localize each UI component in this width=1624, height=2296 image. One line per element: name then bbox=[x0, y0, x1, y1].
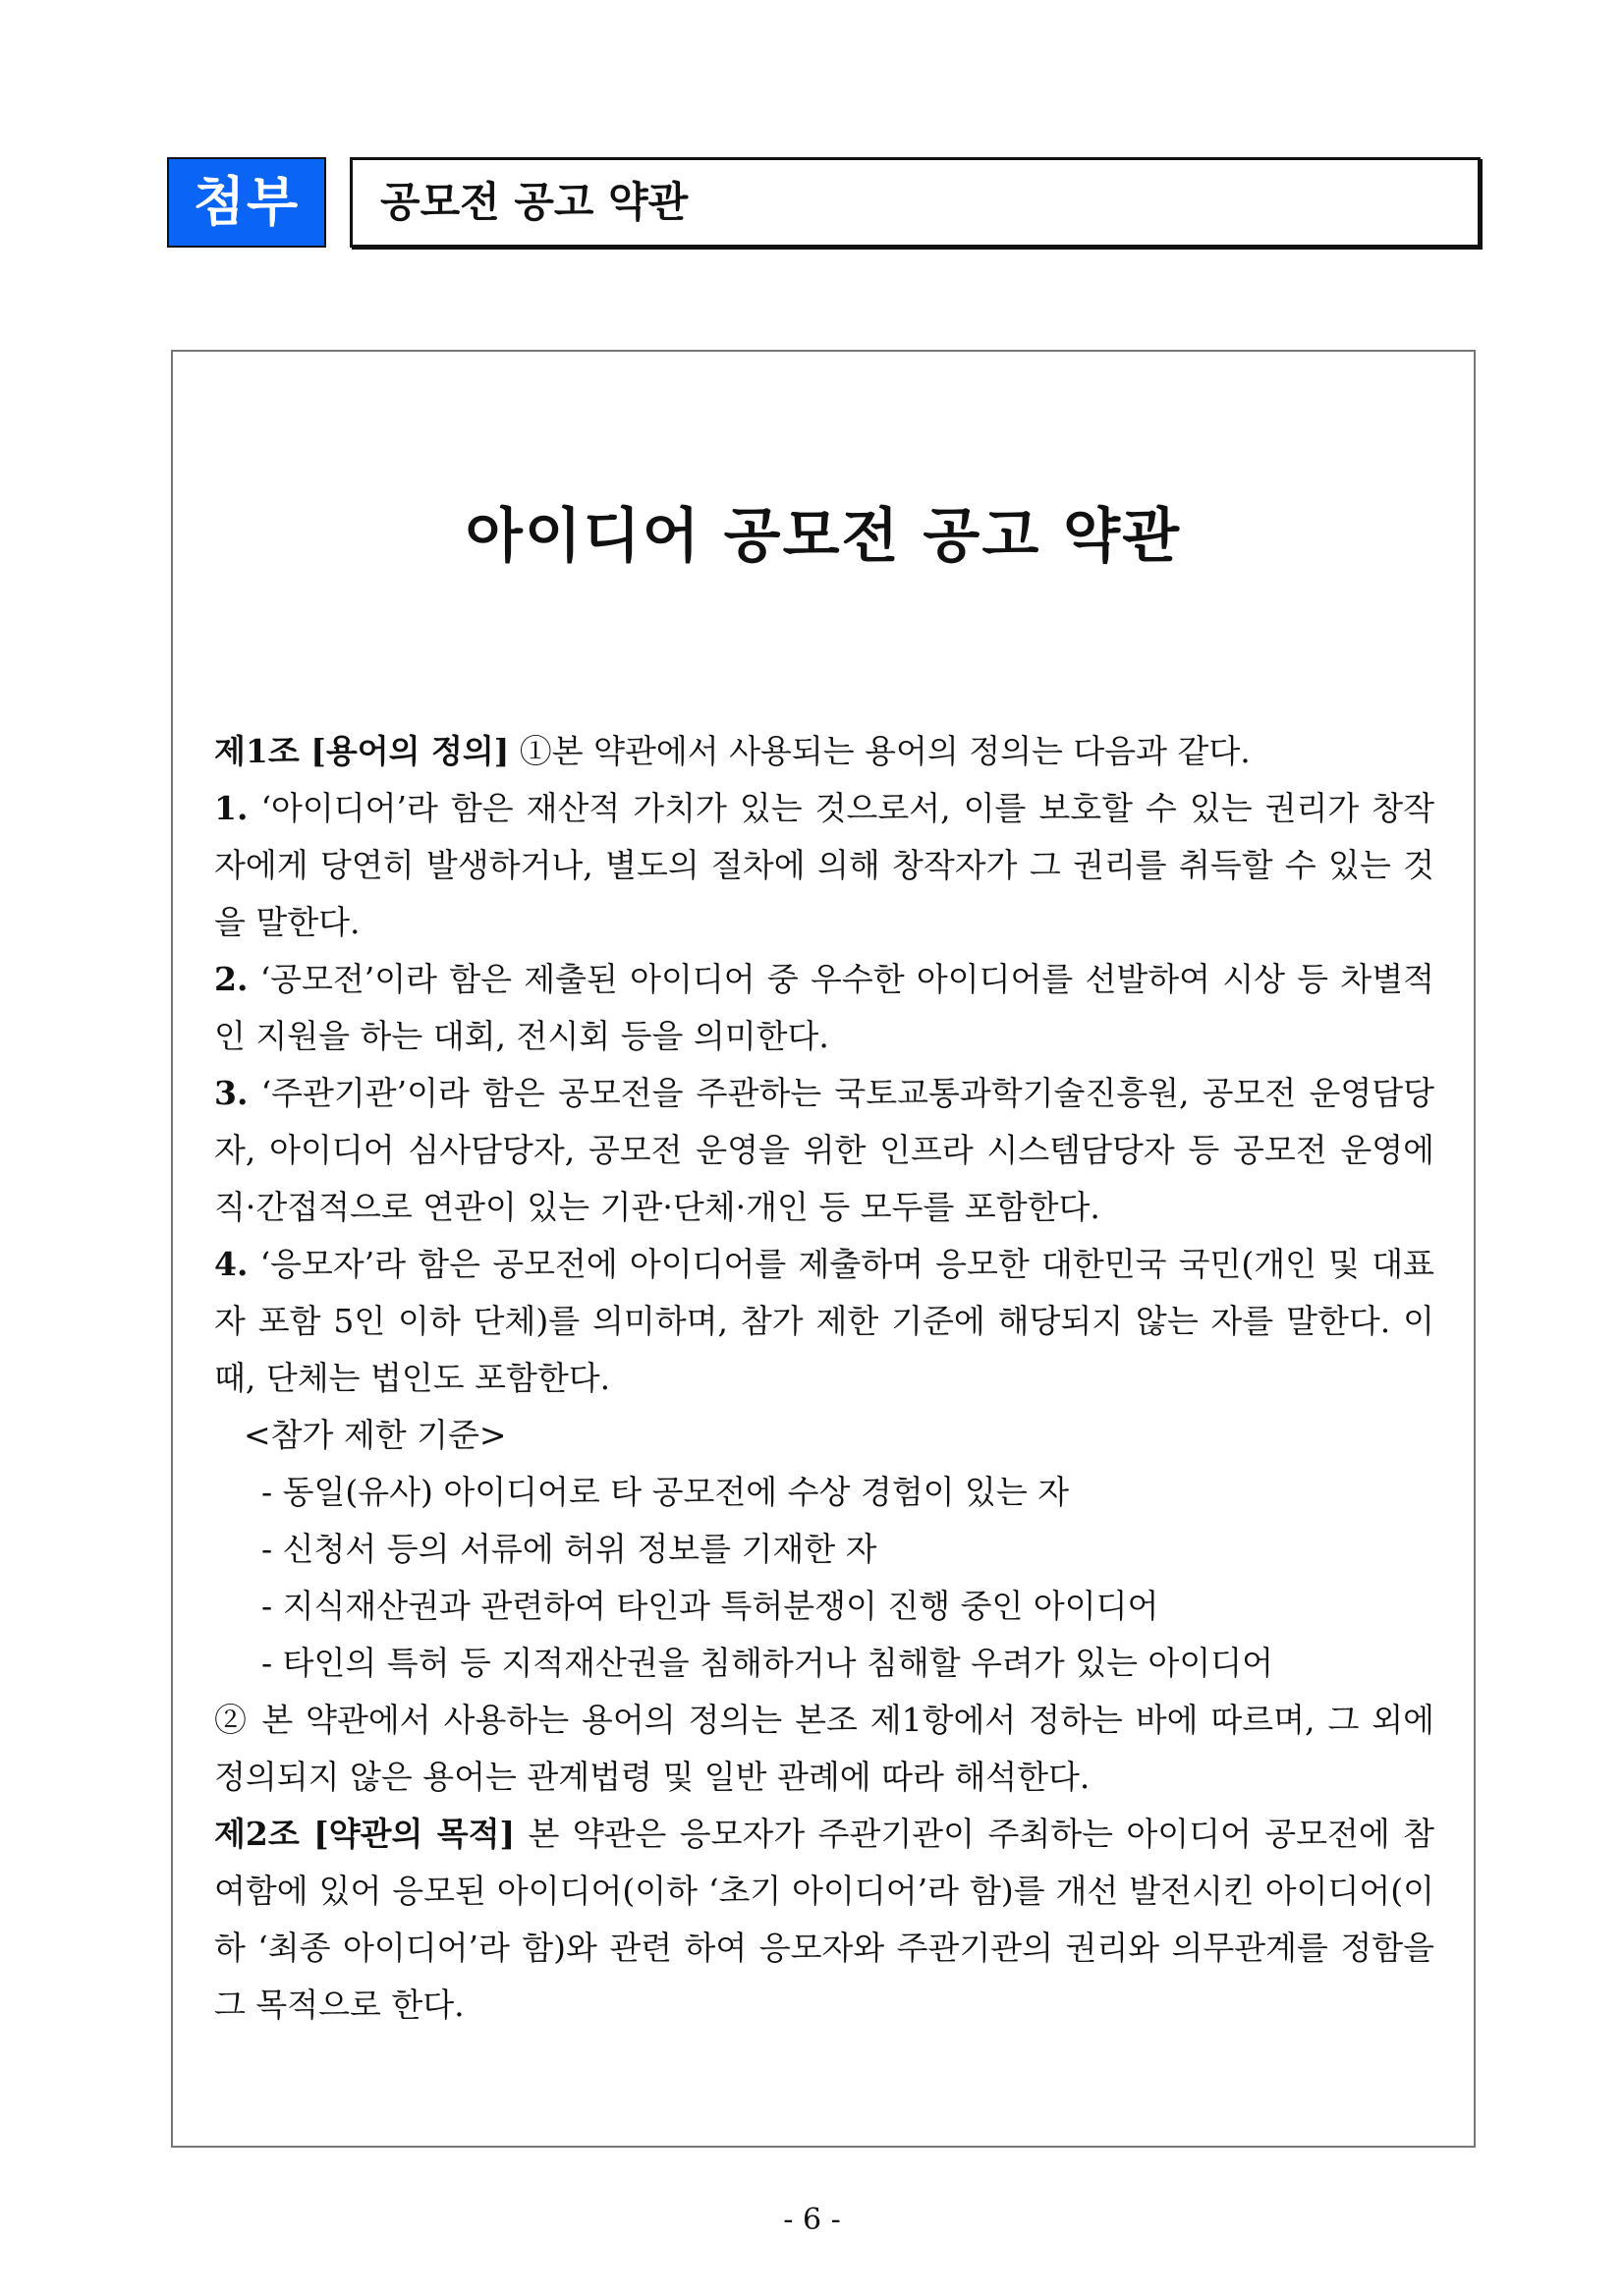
restriction-item: - 지식재산권과 관련하여 타인과 특허분쟁이 진행 중인 아이디어 bbox=[261, 1587, 1159, 1625]
article-2 bbox=[214, 1806, 1434, 2034]
definition-number: 1. bbox=[214, 789, 249, 827]
attachment-badge: 첨부 bbox=[167, 157, 326, 248]
definition-item-2 bbox=[214, 951, 1434, 1065]
definition-item-3 bbox=[214, 1065, 1434, 1236]
restriction-item: - 신청서 등의 서류에 허위 정보를 기재한 자 bbox=[261, 1530, 877, 1568]
restriction-title: <참가 제한 기준> bbox=[244, 1416, 507, 1454]
article-2-text: 본 약관은 응모자가 주관기관이 주최하는 아이디어 공모전에 참여함에 있어 응모된 아이디어(이하 ‘초기 아이디어’라 함)를 개선 발전시킨 아이디어(이하 ‘최종 아이디어’라 함)와 관련 하여 응모자와 주관기관의 권리와 의무관계를 정함을 그 목적으로 한다. bbox=[214, 1815, 1435, 2024]
header-title-box bbox=[350, 157, 1481, 248]
article-1-heading: 제1조 [용어의 정의] bbox=[214, 732, 510, 770]
article-2-heading: 제2조 [약관의 목적] bbox=[214, 1815, 516, 1853]
definition-text: ‘아이디어’라 함은 재산적 가치가 있는 것으로서, 이를 보호할 수 있는 권리가 창작자에게 당연히 발생하거나, 별도의 절차에 의해 창작자가 그 권리를 취득할 수 있는 것을 말한다. bbox=[214, 789, 1434, 941]
header-title: 공모전 공고 약관 bbox=[380, 178, 689, 226]
restriction-item: - 타인의 특허 등 지적재산권을 침해하거나 침해할 우려가 있는 아이디어 bbox=[261, 1644, 1274, 1682]
definition-text: ‘공모전’이라 함은 제출된 아이디어 중 우수한 아이디어를 선발하여 시상 등 차별적인 지원을 하는 대회, 전시회 등을 의미한다. bbox=[214, 960, 1434, 1055]
definition-number: 4. bbox=[214, 1245, 249, 1283]
restriction-item: - 동일(유사) 아이디어로 타 공모전에 수상 경험이 있는 자 bbox=[261, 1473, 1070, 1511]
definition-item-1 bbox=[214, 780, 1434, 951]
article-1-intro bbox=[214, 723, 1434, 780]
definition-text: ‘응모자’라 함은 공모전에 아이디어를 제출하며 응모한 대한민국 국민(개인 및 대표자 포함 5인 이하 단체)를 의미하며, 참가 제한 기준에 해당되지 않는 자를 말한다. 이 때, 단체는 법인도 포함한다. bbox=[214, 1245, 1434, 1397]
article-1-clause-2: ② 본 약관에서 사용하는 용어의 정의는 본조 제1항에서 정하는 바에 따르며, 그 외에 정의되지 않은 용어는 관계법령 및 일반 관례에 따라 해석한다. bbox=[214, 1701, 1434, 1796]
definition-item-4 bbox=[214, 1236, 1434, 1407]
definition-number: 3. bbox=[214, 1074, 249, 1112]
page-number: - 6 - bbox=[783, 2203, 841, 2237]
document-body bbox=[214, 723, 1434, 2034]
terms-content-box bbox=[171, 350, 1476, 2148]
definition-text: ‘주관기관’이라 함은 공모전을 주관하는 국토교통과학기술진흥원, 공모전 운영담당자, 아이디어 심사담당자, 공모전 운영을 위한 인프라 시스템담당자 등 공모전 운영에 직·간접적으로 연관이 있는 기관·단체·개인 등 모두를 포함한다. bbox=[214, 1074, 1434, 1226]
article-1-intro-text: ①본 약관에서 사용되는 용어의 정의는 다음과 같다. bbox=[509, 732, 1251, 770]
definition-number: 2. bbox=[214, 960, 249, 998]
attachment-header bbox=[167, 157, 1481, 248]
document-title: 아이디어 공모전 공고 약관 bbox=[465, 502, 1182, 571]
